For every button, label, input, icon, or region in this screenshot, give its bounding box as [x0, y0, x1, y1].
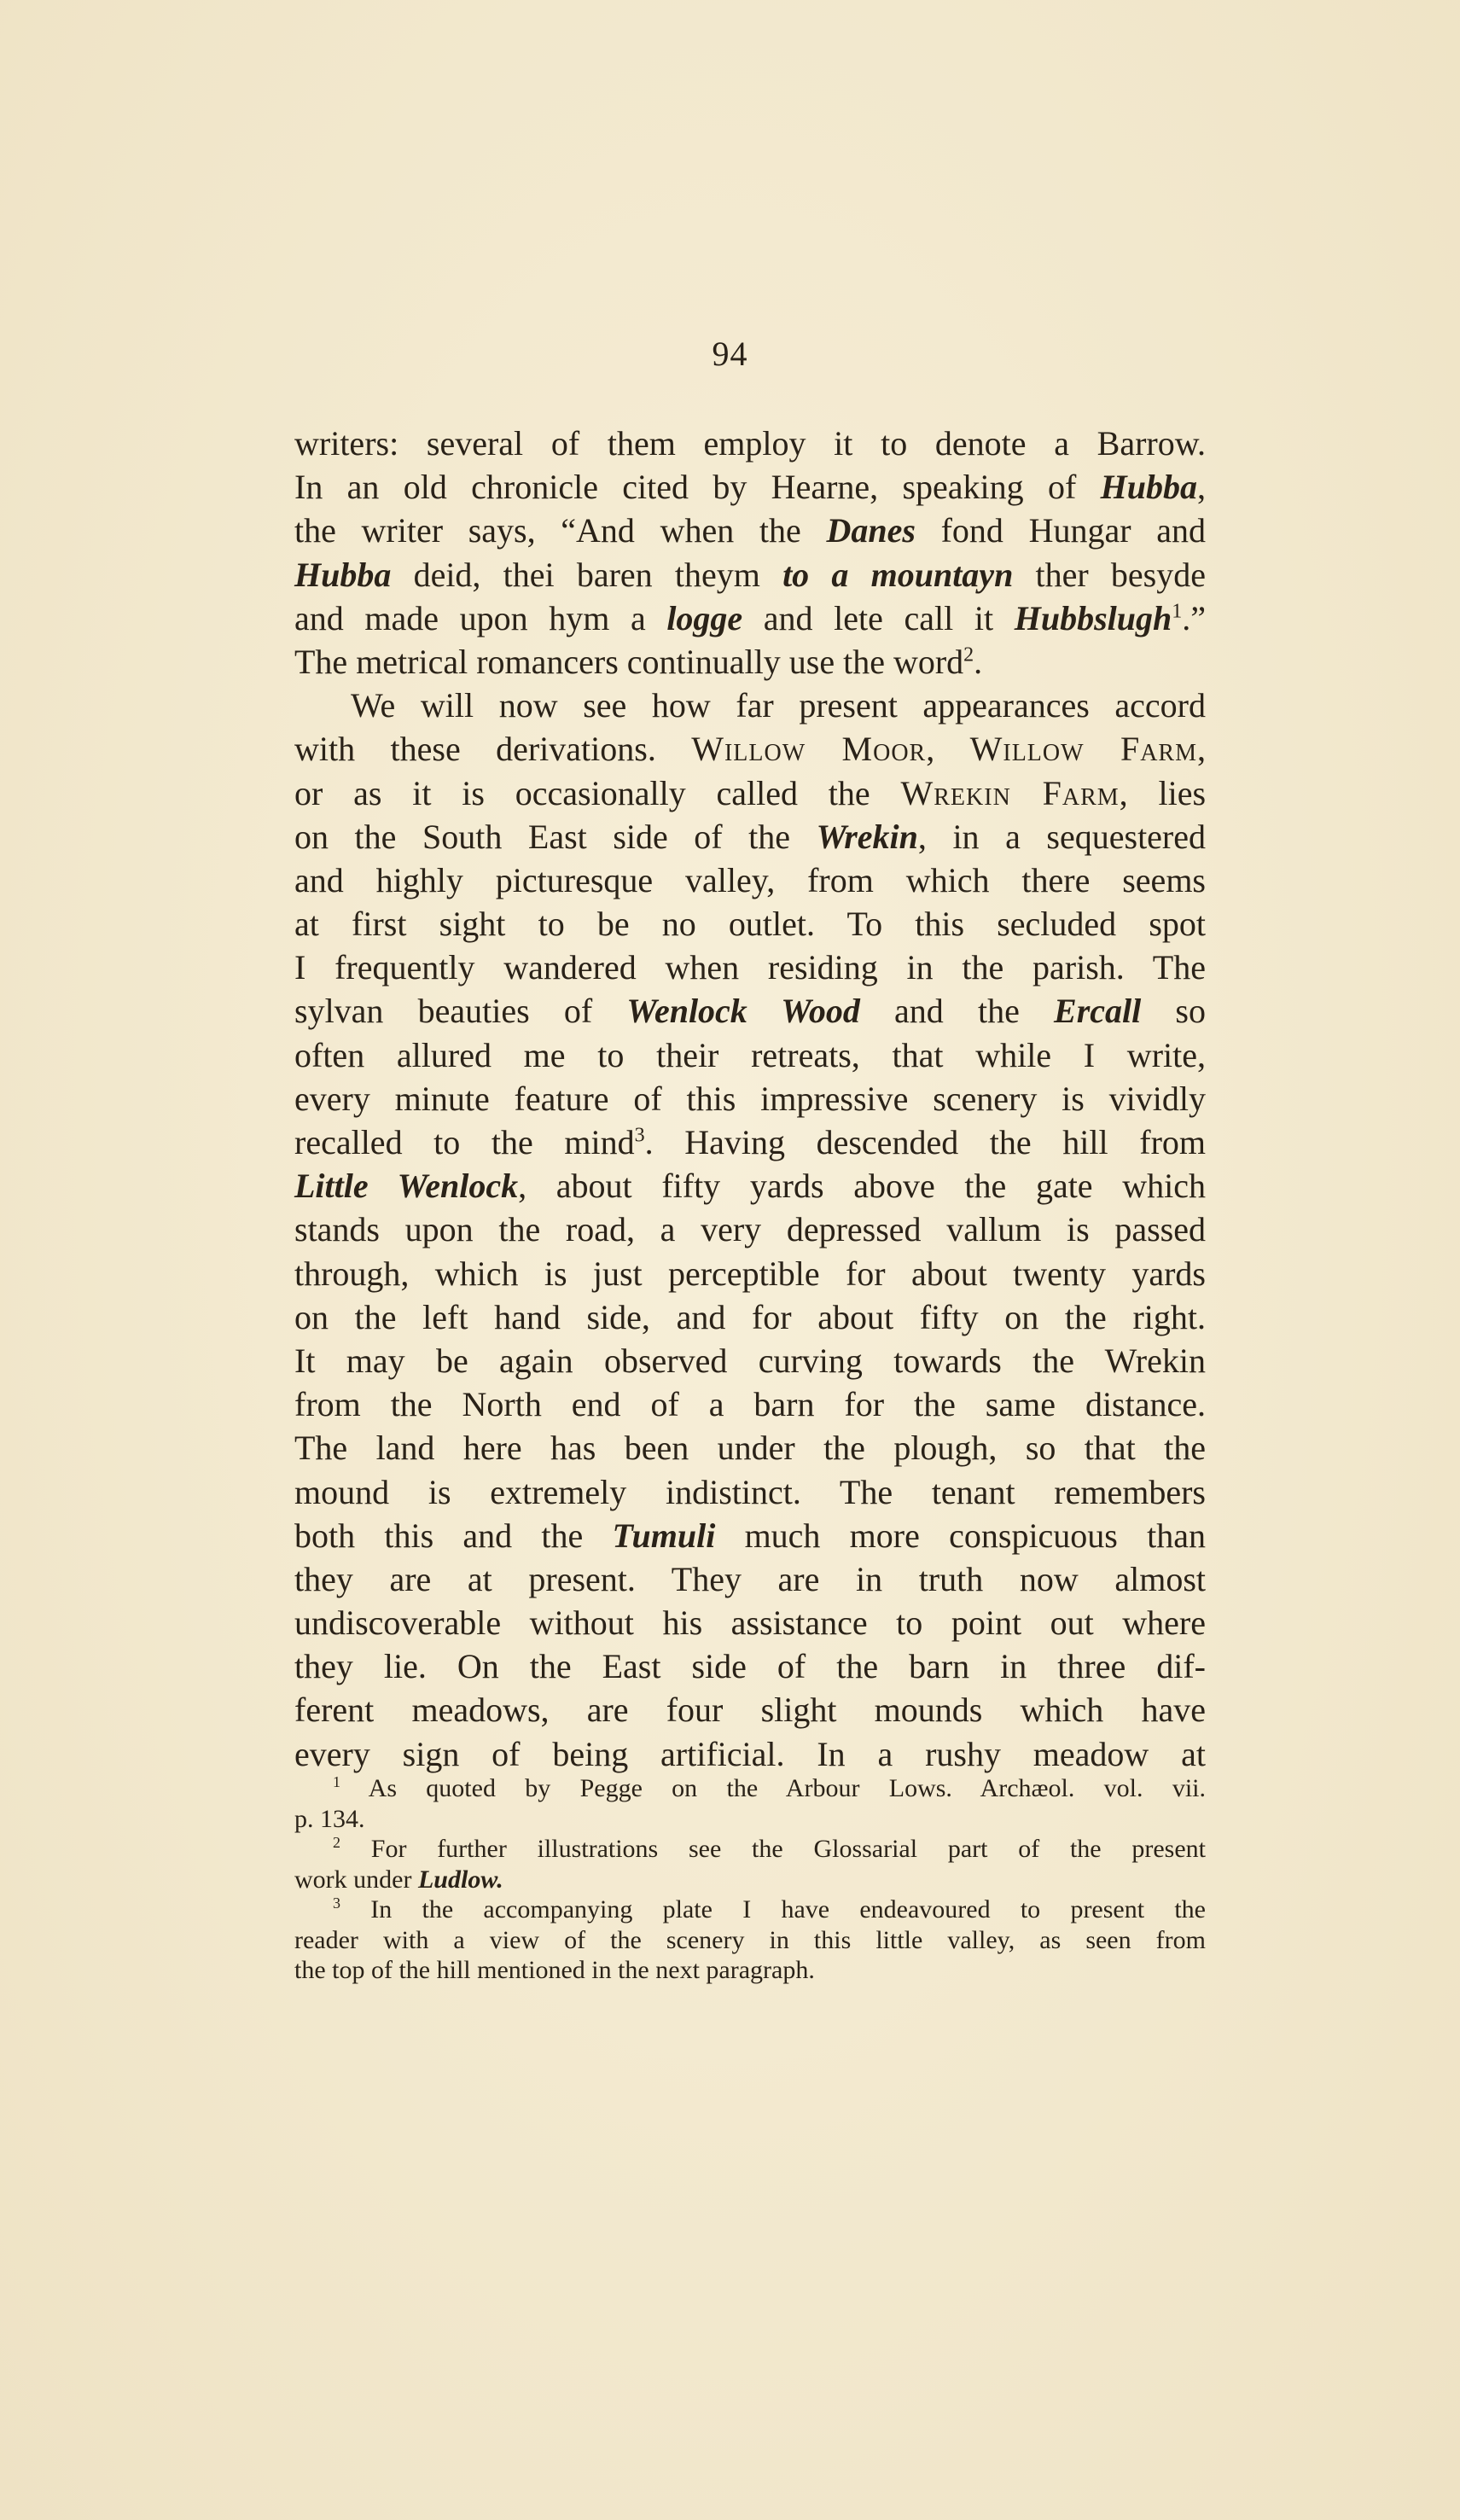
footnote-line [294, 1865, 1206, 1895]
text-line: or as it is occasionally called the Wrekin Farm, lies [294, 773, 1207, 812]
footnote-ref: 1 [1172, 600, 1183, 623]
text-line: from the North end of a barn for the same distance. [294, 1385, 1206, 1424]
footnote-ref: 3 [634, 1124, 645, 1147]
body-text [294, 422, 1206, 1776]
text-line: at first sight to be no outlet. To this secluded spot [294, 905, 1206, 944]
text-line: on the left hand side, and for about fifty on the right. [294, 1297, 1206, 1336]
text-line: writers: several of them employ it to denote a Barrow. [294, 424, 1206, 463]
text-line: and made upon hym a logge and lete call it Hubbslugh$^1$.” [294, 598, 1206, 637]
footnote-line [294, 1773, 1206, 1804]
italic-term: to a mountayn [782, 555, 1014, 594]
footnote-text: As quoted by Pegge on the Arbour Lows. Archæol. vol. vii. [368, 1774, 1206, 1802]
footnote-line: p. 134. [294, 1804, 365, 1833]
footnote-line: the top of the hill mentioned in the next paragraph. [294, 1956, 815, 1984]
italic-term: Hubba [294, 555, 392, 594]
text-line: they are at present. They are in truth now almost [294, 1559, 1206, 1598]
footnote-text: In the accompanying plate I have endeavoured to present the [370, 1895, 1206, 1923]
text-line: The land here has been under the plough, so that the [294, 1429, 1206, 1468]
text-line: ferent meadows, are four slight mounds which have [294, 1691, 1206, 1730]
footnote-mark: 3 [333, 1894, 340, 1912]
text-line: stands upon the road, a very depressed vallum is passed [294, 1210, 1206, 1249]
text-line: undiscoverable without his assistance to point out where [294, 1603, 1206, 1643]
small-caps-term: Willow Farm [969, 730, 1197, 769]
page-number: 94 [712, 335, 748, 373]
italic-term: Little Wenlock [294, 1167, 519, 1206]
text-line: both this and the Tumuli much more conspicuous than [294, 1516, 1206, 1555]
text-line: The metrical romancers continually use the word$^2$. [294, 642, 983, 681]
italic-term: Wrekin [816, 817, 918, 856]
text-line: In an old chronicle cited by Hearne, speaking of Hubba, [294, 468, 1206, 507]
footnote-line [294, 1834, 1206, 1865]
text-line: the writer says, “And when the Danes fond Hungar and [294, 511, 1206, 550]
text-line: on the South East side of the Wrekin, in a sequestered [294, 817, 1207, 856]
text-line: mound is extremely indistinct. The tenant remembers [294, 1472, 1206, 1511]
footnote-text: work under [294, 1865, 418, 1894]
small-caps-term: Wrekin Farm [900, 773, 1120, 812]
italic-term: Hubbslugh [1014, 598, 1172, 637]
footnote-line [294, 1894, 1206, 1925]
footnote-mark: 2 [333, 1834, 340, 1851]
footnote-ref: 2 [963, 643, 974, 666]
text-line: through, which is just perceptible for about twenty yards [294, 1254, 1206, 1293]
footnote-line: reader with a view of the scenery in this little valley, as seen from [294, 1925, 1206, 1954]
italic-term: Ludlow. [417, 1865, 503, 1894]
text-line: Little Wenlock, about fifty yards above the gate which [294, 1167, 1207, 1206]
small-caps-term: Willow Moor [691, 730, 927, 769]
italic-term: logge [666, 598, 743, 637]
text-line: and highly picturesque valley, from which there seems [294, 860, 1206, 899]
text-line: I frequently wandered when residing in the parish. The [294, 948, 1206, 987]
italic-term: Hubba [1100, 468, 1197, 507]
text-line: every minute feature of this impressive scenery is vividly [294, 1079, 1206, 1118]
text-line: sylvan beauties of Wenlock Wood and the Ercall so [294, 992, 1206, 1031]
text-line: every sign of being artificial. In a rushy meadow at [294, 1734, 1206, 1773]
text-line: they lie. On the East side of the barn in three dif- [294, 1647, 1206, 1686]
text-line: often allured me to their retreats, that while I write, [294, 1035, 1206, 1074]
italic-term: Tumuli [612, 1516, 716, 1555]
text-line: We will now see how far present appearances accord [351, 686, 1206, 725]
footnote-mark: 1 [333, 1773, 340, 1790]
italic-term: Danes [826, 511, 916, 550]
text-line: recalled to the mind$^3$. Having descended the hill from [294, 1123, 1206, 1161]
text-line: with these derivations. Willow Moor, Willow Farm, [294, 730, 1206, 769]
footnote-text: For further illustrations see the Glossarial part of the present [370, 1835, 1206, 1863]
italic-term: Wenlock Wood [626, 992, 860, 1031]
footnotes [294, 1773, 1206, 1986]
text-line: It may be again observed curving towards the Wrekin [294, 1341, 1206, 1380]
text-line: Hubba deid, thei baren theym to a mountayn ther besyde [294, 555, 1206, 594]
italic-term: Ercall [1054, 992, 1142, 1031]
